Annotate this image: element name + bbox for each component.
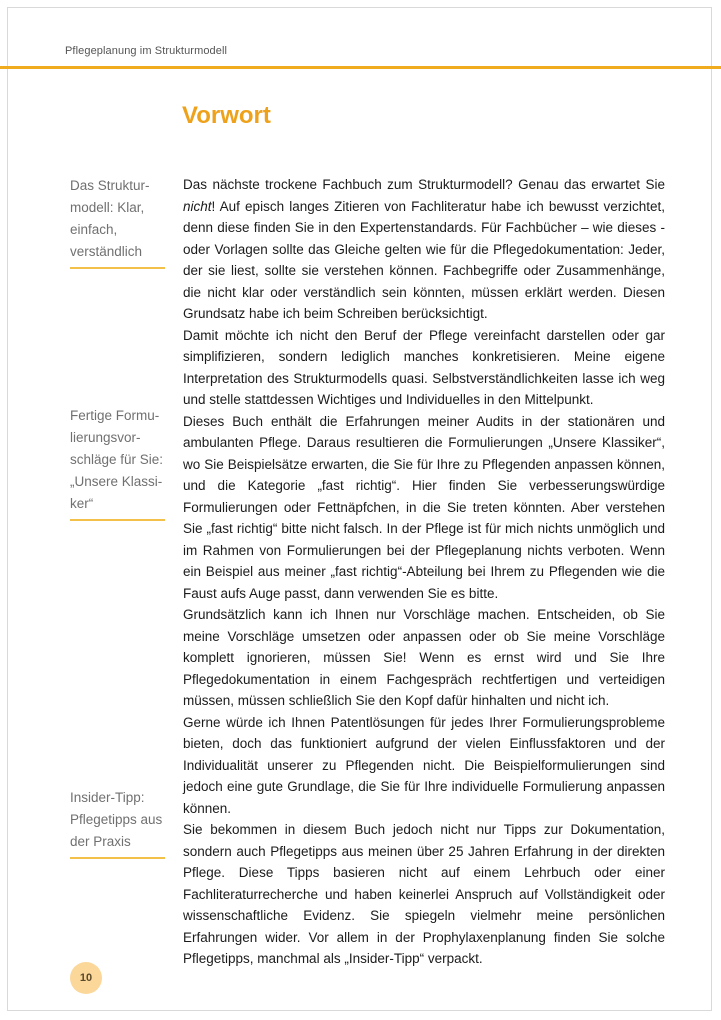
chapter-title: Vorwort bbox=[182, 102, 271, 129]
paragraph-text: Das nächste trockene Fachbuch zum Strukturmodell? Genau das erwartet Sie bbox=[183, 177, 665, 192]
margin-note-text: Insider-Tipp: Pflegetipps aus der Praxis bbox=[70, 790, 163, 849]
paragraph: Sie bekommen in diesem Buch jedoch nicht nur Tipps zur Dokumentation, sondern auch Pflegetipps aus meinen über 25 Jahren Erfahrung in der direkten Pflege. Diese Tipps basieren nicht auf einem Lehrbuch oder einer Fachliteraturrecherche und haben keinerlei Anspruch auf Vollständigkeit oder wissenschaftliche Evidenz. Sie spiegeln vielmehr meine persönlichen Erfahrungen wider. Vor allem in der Prophylaxenplanung finden Sie solche Pflegetipps, manchmal als „Insider-Tipp“ verpackt. bbox=[183, 822, 665, 966]
emphasis-text: nicht bbox=[183, 198, 212, 214]
paragraph: Gerne würde ich Ihnen Patentlösungen für jedes Ihrer Formulierungsprobleme bieten, doch das funktioniert aufgrund der vielen Einflussfaktoren und der Individualität unserer zu Pflegenden nicht. Die Beispielformulierungen sind jedoch eine gute Grundlage, die Sie für Ihre individuelle Formulierung anpassen können. bbox=[183, 714, 665, 816]
margin-note-insider-tip bbox=[70, 787, 166, 859]
page-number-badge: 10 bbox=[70, 962, 102, 994]
margin-note-rule bbox=[70, 519, 165, 521]
margin-note-text: Das Struktur- modell: Klar, einfach, verständlich bbox=[70, 178, 150, 259]
header-rule bbox=[0, 66, 721, 69]
paragraph: Damit möchte ich nicht den Beruf der Pflege vereinfacht darstellen oder gar simplifizieren, sondern lediglich manches konkretisieren. Meine eigene Interpretation des Strukturmodells quasi. Selbstverständlichkeiten lasse ich weg und stelle stattdessen Wichtiges und Individuelles in den Mittelpunkt. bbox=[183, 327, 665, 407]
paragraph-text: ! Auf episch langes Zitieren von Fachliteratur habe ich bewusst verzichtet, denn diese finden Sie in den Expertenstandards. Für Fachbücher – wie dieses - oder Vorlagen sollte das Gleiche gelten wie für die Pflegedokumentation: Jeder, der sie liest, sollte sie verstehen können. Fachbegriffe oder Zusammenhänge, die nicht klar oder verständlich sein könnten, müssen erklärt werden. Diesen Grundsatz habe ich beim Schreiben berücksichtigt. bbox=[183, 198, 665, 321]
paragraph: Dieses Buch enthält die Erfahrungen meiner Audits in der stationären und ambulanten Pflege. Daraus resultieren die Formulierungen „Unsere Klassiker“, wo Sie Beispielsätze erwarten, die Sie für Ihre zu Pflegenden anpassen können, und die Kategorie „fast richtig“. Hier finden Sie verbesserungswürdige Formulierungen oder Fettnäpfchen, in die Sie treten könnten. Aber verstehen Sie „fast richtig“ bitte nicht falsch. In der Pflege ist für mich nichts unmöglich und im Rahmen von Formulierungen bei der Pflegeplanung nichts verboten. Wenn ein Beispiel aus meiner „fast richtig“-Abteilung bei Ihrem zu Pflegenden wie die Faust aufs Auge passt, dann verwenden Sie es bitte. bbox=[183, 413, 665, 601]
margin-note-rule bbox=[70, 267, 165, 269]
margin-note-classics bbox=[70, 405, 166, 521]
margin-note-rule bbox=[70, 857, 165, 859]
margin-note-text: Fertige Formu- lierungsvor- schläge für Sie: „Unsere Klassi- ker“ bbox=[70, 408, 164, 511]
margin-note-structure-model bbox=[70, 175, 166, 269]
running-head: Pflegeplanung im Strukturmodell bbox=[65, 45, 228, 57]
paragraph: Grundsätzlich kann ich Ihnen nur Vorschläge machen. Entscheiden, ob Sie meine Vorschläge umsetzen oder anpassen oder ob Sie meine Vorschläge komplett ignorieren, müssen Sie! Wenn es ernst wird und Sie Ihre Pflegedokumentation in einem Fachgespräch rechtfertigen und verteidigen müssen, müssen schließlich Sie den Kopf dafür hinhalten und nicht ich. bbox=[183, 607, 665, 708]
paragraph bbox=[183, 174, 665, 325]
body-text bbox=[183, 174, 665, 970]
